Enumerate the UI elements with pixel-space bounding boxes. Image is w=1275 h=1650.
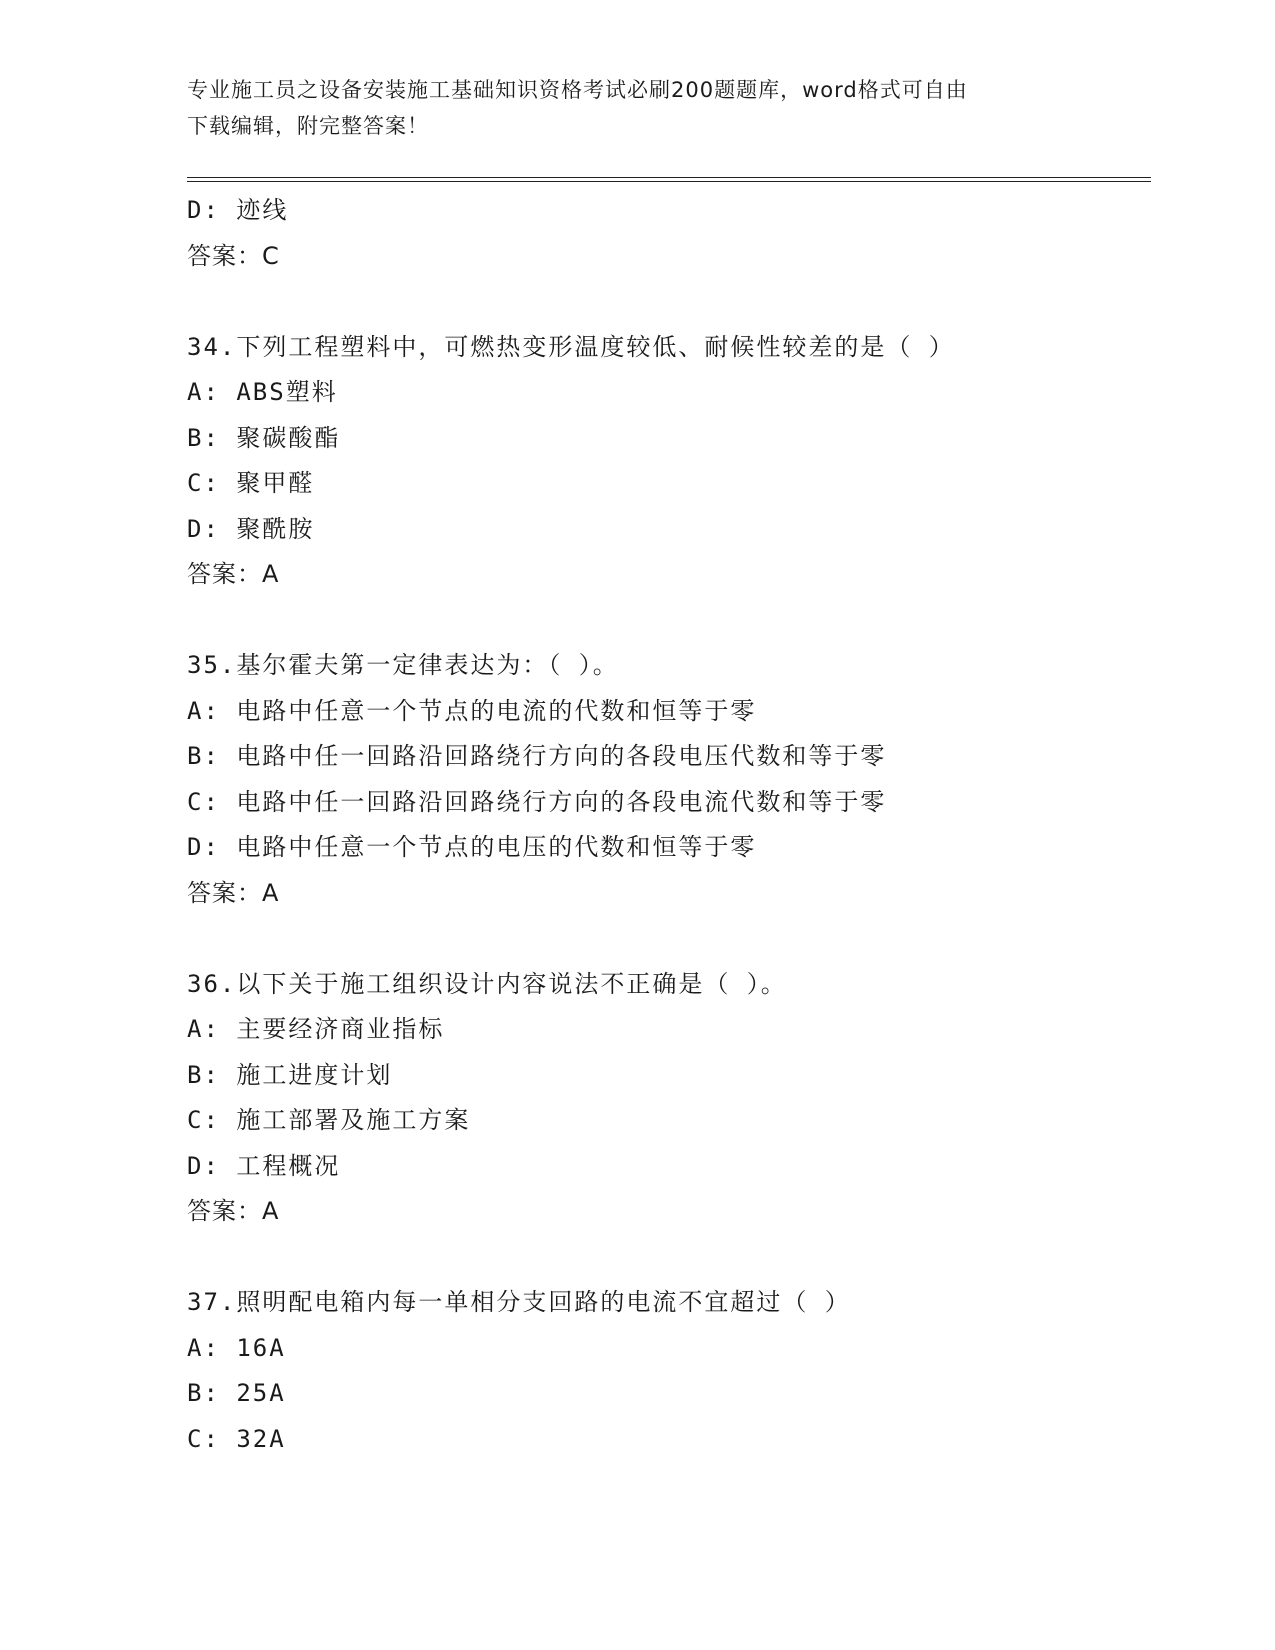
question-list (187, 188, 1151, 1462)
spacer (187, 598, 1151, 644)
option-text: A: ABS塑料 (187, 378, 338, 406)
document-header (187, 72, 1067, 144)
option-text: C: 电路中任一回路沿回路绕行方向的各段电流代数和等于零 (187, 787, 887, 816)
answer-text: 答案：A (187, 560, 280, 588)
header-rule-bottom (187, 181, 1151, 182)
question-text: 35.基尔霍夫第一定律表达为：（ ）。 (187, 651, 619, 679)
option-text: B: 施工进度计划 (187, 1060, 393, 1089)
spacer (187, 916, 1151, 962)
option-text: C: 聚甲醛 (187, 469, 315, 497)
option-text: A: 电路中任意一个节点的电流的代数和恒等于零 (187, 696, 757, 725)
option-text: C: 施工部署及施工方案 (187, 1106, 471, 1134)
header-rule-top (187, 177, 1151, 178)
option-text: D: 电路中任意一个节点的电压的代数和恒等于零 (187, 833, 757, 861)
option-text: A: 16A (187, 1333, 286, 1362)
spacer (187, 279, 1151, 325)
option-text: D: 工程概况 (187, 1151, 341, 1180)
spacer (187, 1235, 1151, 1281)
option-text: D: 聚酰胺 (187, 514, 315, 543)
question-text: 36.以下关于施工组织设计内容说法不正确是（ ）。 (187, 969, 787, 998)
option-text: D: 迹线 (187, 196, 289, 224)
question-text: 34.下列工程塑料中，可燃热变形温度较低、耐候性较差的是（ ） (187, 332, 955, 361)
option-text: C: 32A (187, 1424, 286, 1453)
option-text: B: 聚碳酸酯 (187, 423, 341, 452)
answer-text: 答案：A (187, 878, 280, 907)
option-text: B: 25A (187, 1379, 286, 1407)
option-text: B: 电路中任一回路沿回路绕行方向的各段电压代数和等于零 (187, 742, 887, 770)
question-text: 37.照明配电箱内每一单相分支回路的电流不宜超过（ ） (187, 1288, 851, 1316)
header-line-2: 下载编辑，附完整答案！ (187, 114, 429, 138)
header-line-1: 专业施工员之设备安装施工基础知识资格考试必刷200题题库，word格式可自由 (187, 78, 968, 102)
option-text: A: 主要经济商业指标 (187, 1015, 445, 1043)
answer-text: 答案：C (187, 241, 280, 270)
answer-text: 答案：A (187, 1197, 280, 1225)
